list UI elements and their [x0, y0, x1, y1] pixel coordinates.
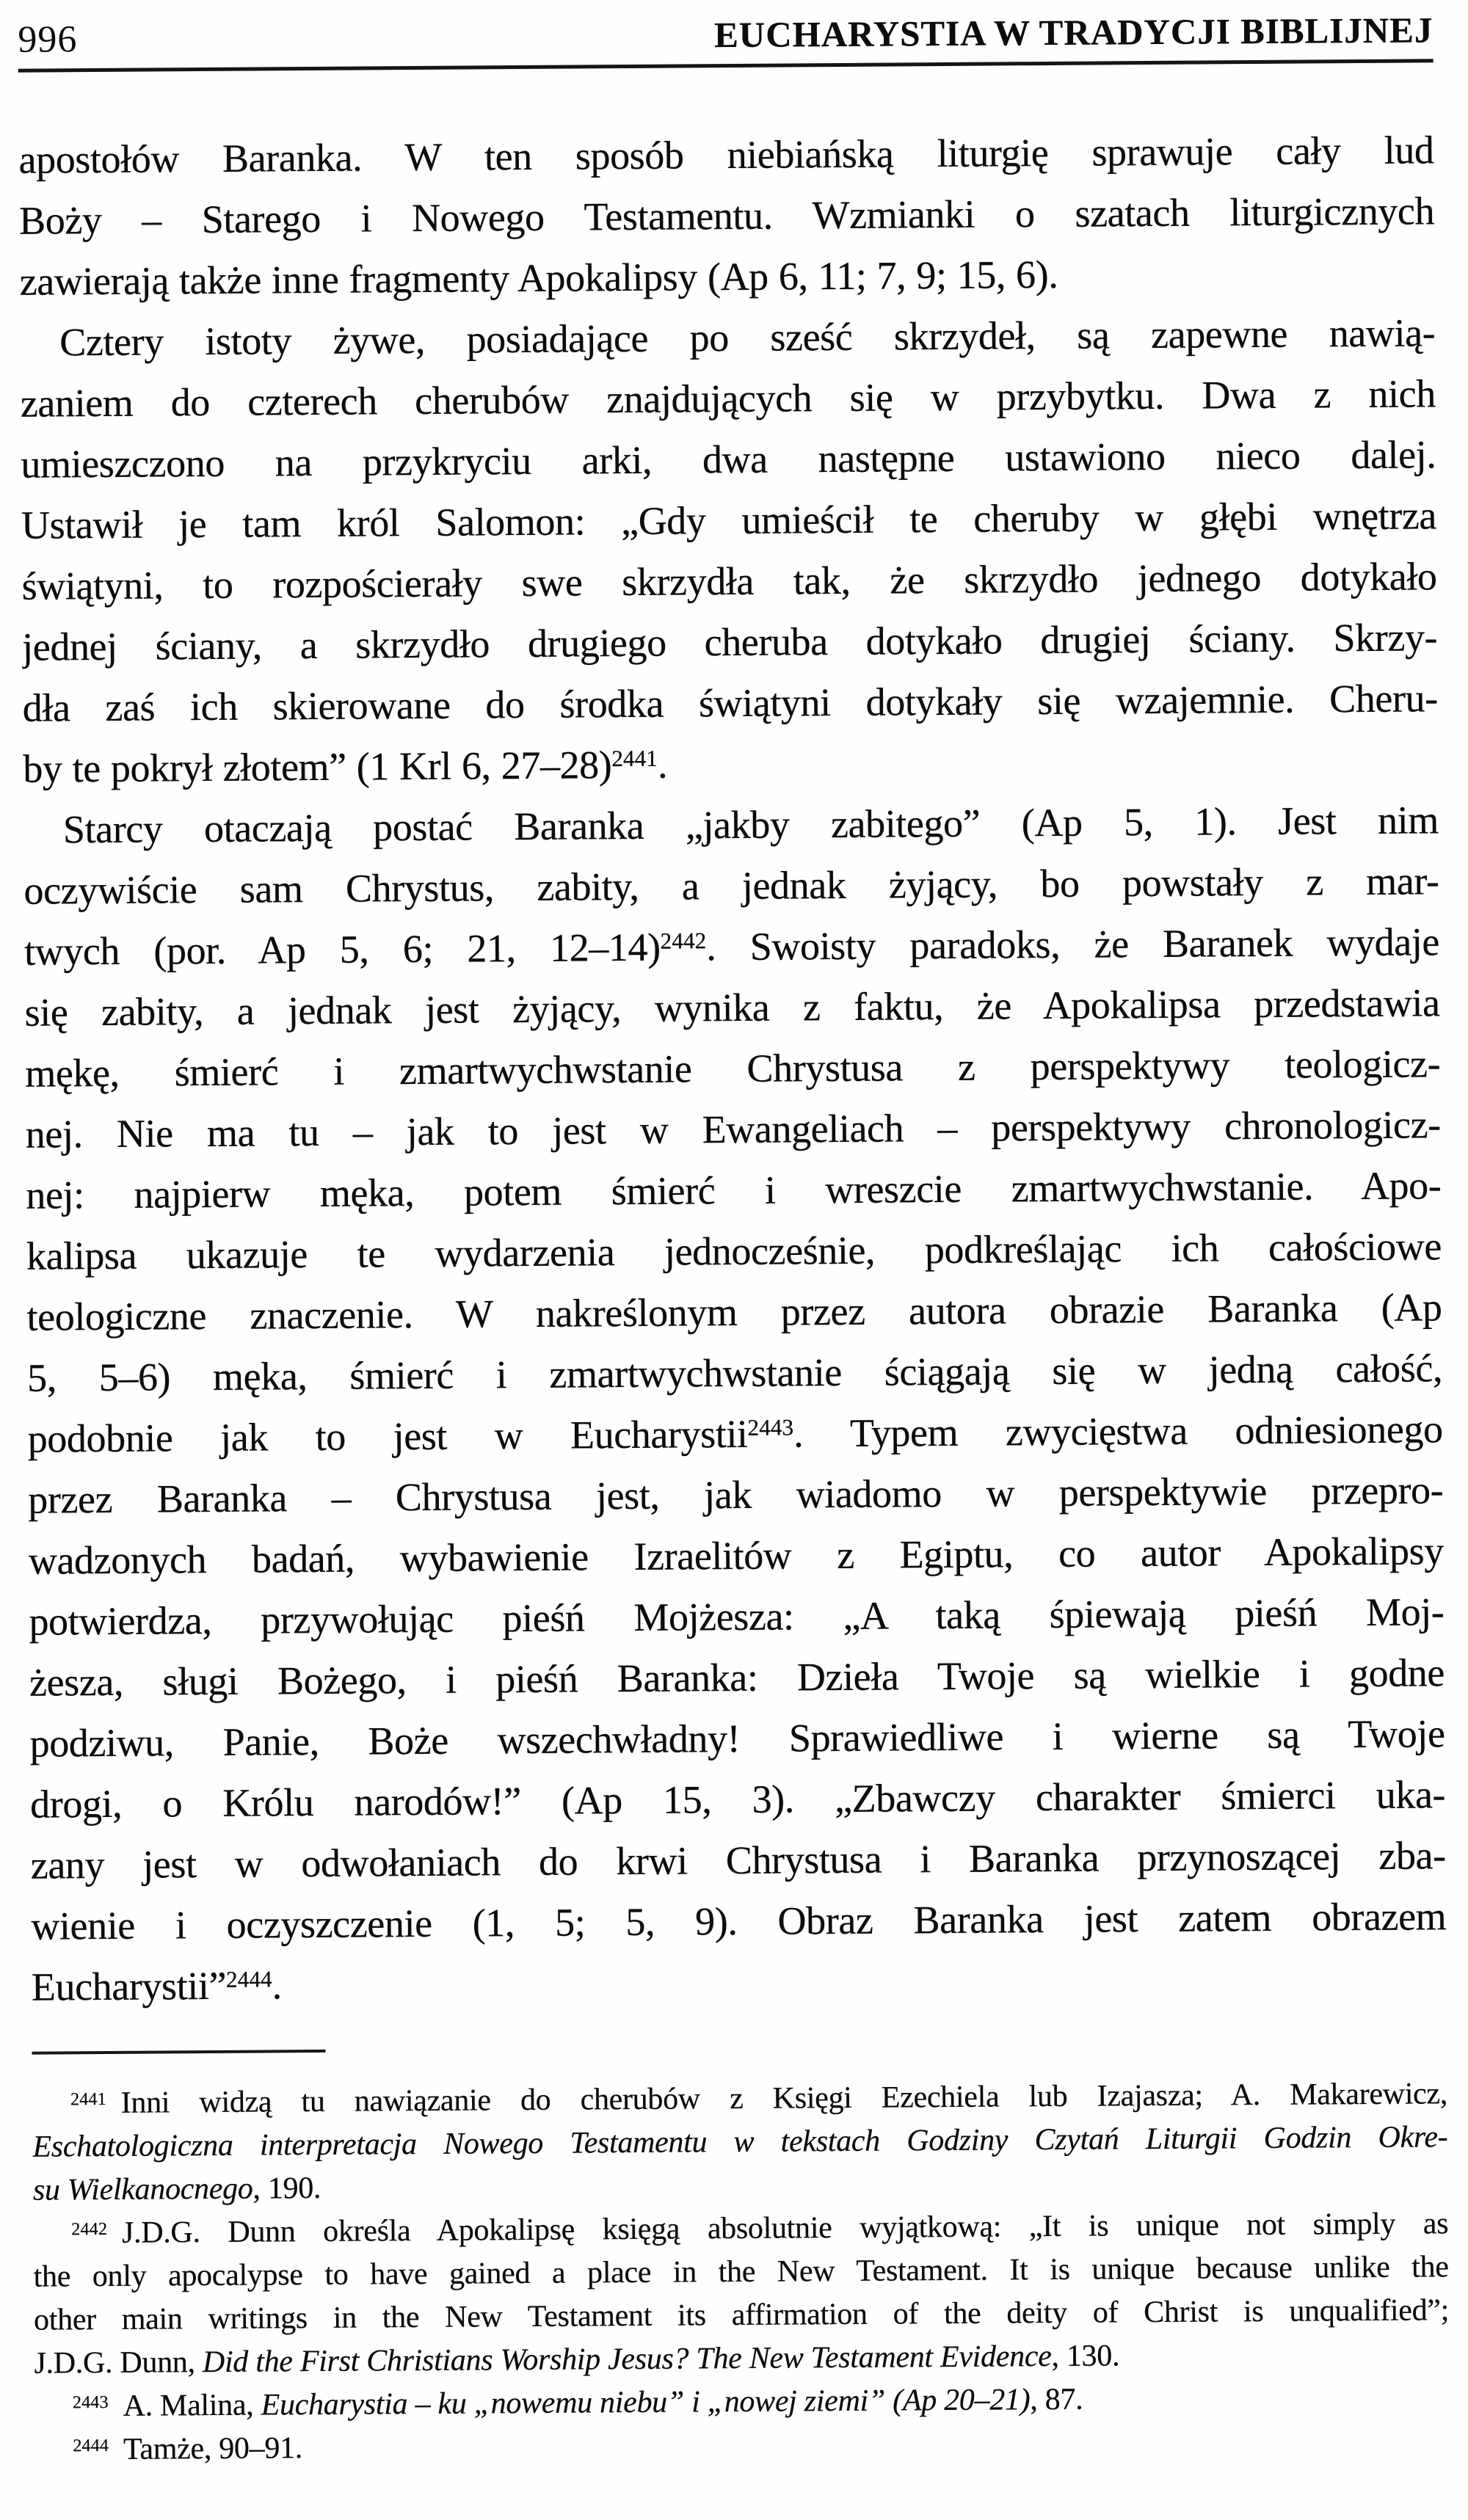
body-line — [24, 911, 1440, 982]
text-run: podobnie jak to jest w Eucharystii — [27, 1411, 748, 1461]
footnote-ref: 2442 — [71, 2219, 108, 2240]
footnote-ref: 2441 — [611, 745, 658, 771]
text-run: Starcy otaczają postać Baranka „jakby zabitego” (Ap 5, 1). Jest nim — [62, 798, 1439, 852]
text-run: . — [272, 1963, 282, 2008]
body-line — [29, 1642, 1445, 1713]
text-run: wadzonych badań, wybawienie Izraelitów z Egiptu, co autor Apokalipsy — [28, 1529, 1445, 1583]
text-run: teologiczne znaczenie. W nakreślonym przez autora obrazie Baranka (Ap — [26, 1285, 1442, 1339]
text-run: J.D.G. Dunn, — [34, 2345, 203, 2381]
text-run: Boży – Starego i Nowego Testamentu. Wzmianki o szatach liturgicznych — [18, 189, 1435, 243]
running-header — [18, 8, 1433, 61]
text-run: . Swoisty paradoks, że Baranek wydaje — [706, 919, 1440, 969]
text-run: żesza, sługi Bożego, i pieśń Baranka: Dzieła Twoje są wielkie i godne — [29, 1650, 1445, 1705]
text-run: zaniem do czterech cherubów znajdujących się w przybytku. Dwa z nich — [20, 371, 1436, 426]
body-line — [29, 1521, 1445, 1591]
footnote-ref: 2442 — [660, 927, 707, 954]
text-run: umieszczono na przykryciu arki, dwa następne ustawiono nieco dalej. — [21, 432, 1436, 487]
text-run: Ustawił je tam król Salomon: „Gdy umieścił te cheruby w głębi wnętrza — [21, 493, 1437, 547]
footnote-ref: 2443 — [747, 1414, 794, 1441]
text-run: other main writings in the New Testament its affirmation of the deity of Christ is unqualified”; — [33, 2293, 1450, 2337]
text-run: się zabity, a jednak jest żyjący, wynika z faktu, że Apokalipsa przedstawia — [24, 980, 1440, 1035]
text-run: by te pokrył złotem” (1 Krl 6, 27–28) — [23, 743, 612, 791]
text-run: , 130. — [1051, 2339, 1120, 2374]
text-run: wienie i oczyszczenie (1, 5; 5, 9). Obraz Baranka jest zatem obrazem — [31, 1894, 1447, 1948]
text-run: su Wielkanocnego — [32, 2171, 253, 2207]
body-line — [18, 120, 1434, 190]
body-line — [22, 607, 1438, 677]
body-line — [26, 1277, 1442, 1347]
text-run: . Typem zwycięstwa odniesionego — [793, 1407, 1443, 1456]
footnote-ref: 2441 — [70, 2089, 106, 2110]
text-run: the only apocalypse to have gained a place in the New Testament. It is unique because unlike the — [33, 2250, 1449, 2294]
body-line — [23, 790, 1439, 860]
body-line — [30, 1764, 1446, 1835]
text-run: przez Baranka – Chrystusa jest, jak wiadomo w perspektywie przepro- — [28, 1468, 1444, 1522]
body-line — [31, 1886, 1447, 1956]
text-run: Eschatologiczna interpretacja Nowego Testamentu w tekstach Godziny Czytań Liturgii Godzin Okre- — [32, 2120, 1448, 2164]
text-run: oczywiście sam Chrystus, zabity, a jednak żyjący, bo powstały z mar- — [23, 859, 1439, 913]
text-run: mękę, śmierć i zmartwychwstanie Chrystusa z perspektywy teologicz- — [25, 1041, 1441, 1096]
body-line — [26, 1216, 1442, 1286]
text-run: podziwu, Panie, Boże wszechwładny! Sprawiedliwe i wierne są Twoje — [29, 1711, 1445, 1766]
body-line — [30, 1825, 1446, 1896]
body-line — [27, 1338, 1443, 1408]
body-line — [25, 1033, 1441, 1104]
text-run: zany jest w odwołaniach do krwi Chrystusa i Baranka przynoszącej zba- — [30, 1833, 1446, 1887]
text-run: Inni widzą tu nawiązanie do cherubów z Księgi Ezechiela lub Izajasza; A. Makarewicz, — [120, 2077, 1448, 2120]
text-run: apostołów Baranka. W ten sposób niebiańską liturgię sprawuje cały lud — [18, 128, 1434, 182]
header-rule — [18, 59, 1434, 72]
body-line — [32, 1947, 1447, 2017]
body-line — [19, 241, 1435, 312]
body-line — [27, 1399, 1443, 1469]
body-line — [24, 972, 1440, 1043]
text-run: Did the First Christians Worship Jesus? The New Testament Evidence — [202, 2339, 1052, 2380]
footnote-line — [34, 2419, 1450, 2472]
text-run: dła zaś ich skierowane do środka świątyni dotykały się wzajemnie. Cheru- — [22, 676, 1438, 730]
footnote-ref: 2443 — [72, 2392, 109, 2413]
body-line — [28, 1460, 1444, 1530]
footnotes — [32, 2072, 1450, 2472]
body-line — [29, 1581, 1445, 1652]
body-line — [23, 851, 1439, 921]
text-run: jednej ściany, a skrzydło drugiego cheruba dotykało drugiej ściany. Skrzy- — [21, 615, 1438, 669]
text-run: nej. Nie ma tu – jak to jest w Ewangeliach – perspektywy chronologicz- — [25, 1102, 1441, 1157]
text-run: Cztery istoty żywe, posiadające po sześć skrzydeł, są zapewne nawią- — [59, 310, 1436, 365]
text-run: świątyni, to rozpościerały swe skrzydła tak, że skrzydło jednego dotykało — [21, 554, 1437, 608]
body-line — [21, 424, 1436, 495]
text-run: . — [657, 742, 668, 787]
body-text — [18, 120, 1447, 2017]
text-run: drogi, o Królu narodów!” (Ap 15, 3). „Zbawczy charakter śmierci uka- — [29, 1772, 1446, 1827]
footnote-separator — [32, 2050, 326, 2055]
text-run: Eucharystii” — [31, 1963, 227, 2009]
body-line — [29, 1703, 1445, 1774]
running-title: EUCHARYSTIA W TRADYCJI BIBLIJNEJ — [713, 10, 1434, 56]
text-run: Eucharystia – ku „nowemu niebu” i „nowej ziemi” (Ap 20–21) — [261, 2383, 1031, 2422]
text-run: kalipsa ukazuje te wydarzenia jednocześnie, podkreślając ich całościowe — [26, 1224, 1442, 1278]
footnote-ref: 2444 — [73, 2436, 109, 2456]
text-run: A. Malina, — [123, 2388, 261, 2423]
body-line — [22, 668, 1438, 738]
body-line — [26, 1155, 1442, 1226]
text-run: 5, 5–6) męka, śmierć i zmartwychwstanie ściągają się w jedną całość, — [26, 1346, 1443, 1400]
text-run: , 190. — [252, 2171, 321, 2206]
page-number: 996 — [18, 18, 78, 61]
text-run: nej: najpierw męka, potem śmierć i wreszcie zmartwychwstanie. Apo- — [26, 1163, 1442, 1217]
body-line — [19, 181, 1435, 251]
footnote-ref: 2444 — [225, 1966, 272, 1992]
text-run: J.D.G. Dunn określa Apokalipsę księgą absolutnie wyjątkową: „It is unique not simply as — [121, 2207, 1449, 2250]
text-run: twych (por. Ap 5, 6; 21, 12–14) — [23, 925, 661, 974]
body-line — [23, 729, 1439, 799]
body-line — [20, 302, 1436, 373]
text-run: zawierają także inne fragmenty Apokalipsy (Ap 6, 11; 7, 9; 15, 6). — [19, 252, 1058, 304]
text-run: potwierdza, przywołując pieśń Mojżesza: „A taką śpiewają pieśń Moj- — [29, 1589, 1445, 1644]
text-run: Tamże, 90–91. — [123, 2431, 303, 2466]
body-line — [26, 1094, 1442, 1165]
body-line — [21, 363, 1436, 434]
body-line — [21, 485, 1437, 556]
text-run: , 87. — [1030, 2382, 1083, 2417]
body-line — [21, 546, 1437, 616]
